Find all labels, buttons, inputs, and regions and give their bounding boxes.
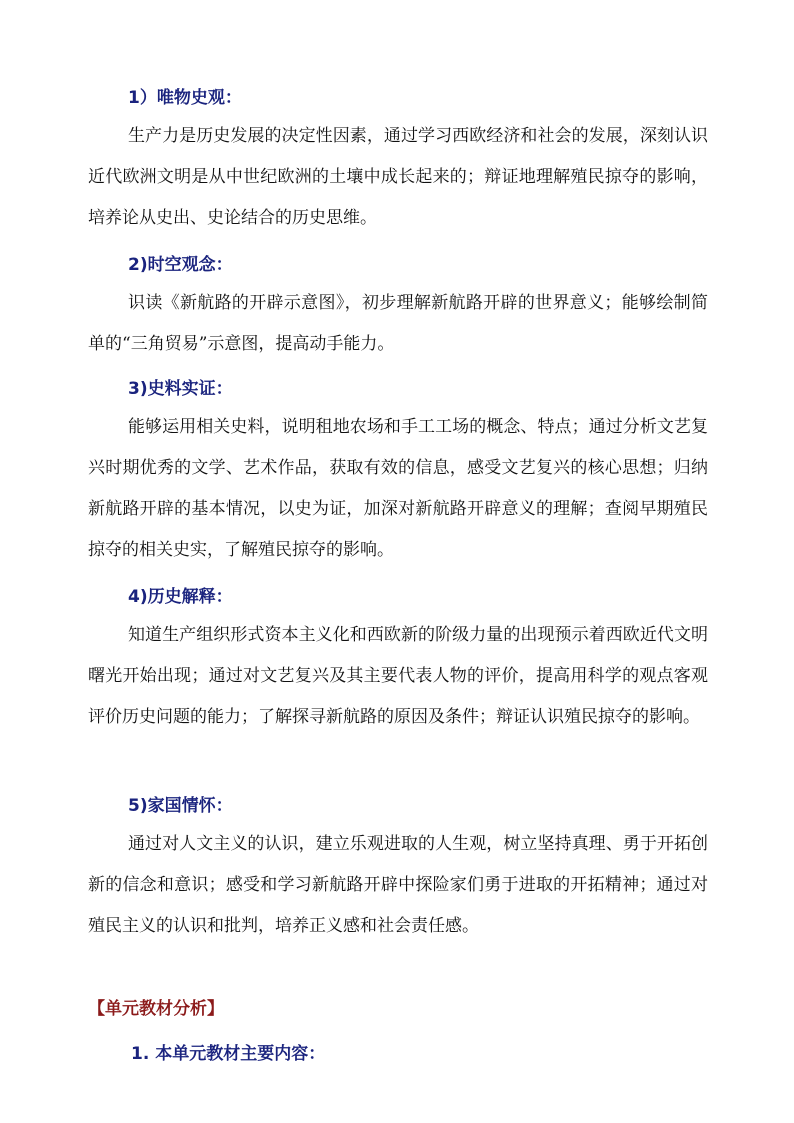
paragraph-evidence: 能够运用相关史料，说明租地农场和手工工场的概念、特点；通过分析文艺复兴时期优秀的文学、艺术作品，获取有效的信息，感受文艺复兴的核心思想；归纳新航路开辟的基本情况，以史为证，加深对新航路开辟意义的理解；查阅早期殖民掠夺的相关史实，了解殖民掠夺的影响。 (88, 417, 708, 560)
paragraph-interpretation: 知道生产组织形式资本主义化和西欧新的阶级力量的出现预示着西欧近代文明曙光开始出现；通过对文艺复兴及其主要代表人物的评价，提高用科学的观点客观评价历史问题的能力；了解探寻新航路的原因及条件；辩证认识殖民掠夺的影响。 (88, 625, 708, 727)
paragraph-patriotism: 通过对人文主义的认识，建立乐观进取的人生观，树立坚持真理、勇于开拓创新的信念和意识；感受和学习新航路开辟中探险家们勇于进取的开拓精神；通过对殖民主义的认识和批判，培养正义感和社会责任感。 (88, 834, 708, 936)
heading-space-time: 2)时空观念： (128, 255, 233, 275)
heading-evidence: 3)史料实证： (128, 379, 233, 399)
section-subheading: 1. 本单元教材主要内容： (131, 1044, 326, 1064)
heading-interpretation: 4)历史解释： (128, 587, 233, 607)
heading-materialism: 1）唯物史观： (128, 88, 242, 108)
paragraph-space-time: 识读《新航路的开辟示意图》，初步理解新航路开辟的世界意义；能够绘制简单的“三角贸易”示意图，提高动手能力。 (88, 293, 708, 354)
heading-patriotism: 5)家国情怀： (128, 796, 233, 816)
section-title: 【单元教材分析】 (88, 999, 224, 1019)
paragraph-materialism: 生产力是历史发展的决定性因素，通过学习西欧经济和社会的发展，深刻认识近代欧洲文明是从中世纪欧洲的土壤中成长起来的；辩证地理解殖民掠夺的影响，培养论从史出、史论结合的历史思维。 (88, 126, 708, 228)
